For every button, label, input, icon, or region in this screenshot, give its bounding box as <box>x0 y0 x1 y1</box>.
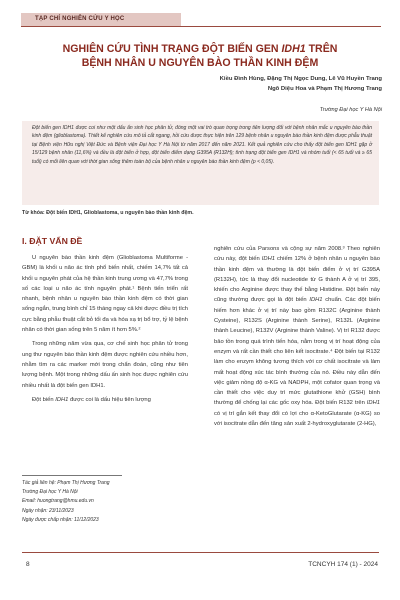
footnote-institution: Trường Đại học Y Hà Nội <box>22 489 78 496</box>
right-gene-3: IDH1 <box>366 400 380 407</box>
correspondence-footnote <box>22 479 192 525</box>
footnote-received: Ngày nhận: 23/11/2023 <box>22 507 74 514</box>
right-text-a: nghiên cứu của Parsons và cộng sự năm 2008.³ Theo nghiên cứu này, đột biến <box>214 246 380 263</box>
right-paragraph-1 <box>214 244 380 429</box>
p3-gene: IDH1 <box>55 396 69 403</box>
footnote-accepted: Ngày được chấp nhận: 11/12/2023 <box>22 516 99 523</box>
p3-text-b: được coi là dấu hiệu tiên lượng <box>68 396 151 403</box>
footnote-rule <box>22 475 122 476</box>
right-gene-2: IDH1 <box>309 297 323 304</box>
author-line-2: Ngô Diệu Hoa và Phạm Thị Hương Trang <box>267 86 382 92</box>
abstract-text: Đột biến gen IDH1 được coi như một dấu ấn sinh học phân tử, đóng một vai trò quan trọng trong tiên lượng đối với bệnh nhân mắc u nguyên bào thần kinh đệm (glioblastoma). Thiết kế nghiên cứu mô tả cắt ngang, hồi cứu được thực hiện trên 129 bệnh nhân u nguyên bào thần kinh đệm được phẫu thuật tại Bệnh viện Hữu nghị Việt Đức và Bệnh viện Đại học Y Hà Nội từ năm 2017 đến năm 2021. Kết quả nghiên cứu cho thấy đột biến gen IDH1 gặp ở 15/129 bệnh nhân (11,6%) và đều là đột biến ở hợp, đột biến điểm dạng G395A (R132H); tình trạng đột biến gen IDH1 và nhóm tuổi (< 65 tuổi và ≥ 65 tuổi) có mối liên quan với thời gian sống thêm toàn bộ của bệnh nhân u nguyên bào thần kinh đệm (p < 0,05). <box>32 125 372 165</box>
keywords: Từ khóa: Đột biến IDH1, Glioblastoma, u nguyên bào thần kinh đệm. <box>22 210 194 216</box>
author-line-1: Kiều Đình Hùng, Đặng Thị Ngọc Dung, Lê Vũ Huyền Trang <box>219 76 382 82</box>
journal-header-tab: TẠP CHÍ NGHIÊN CỨU Y HỌC <box>21 13 181 26</box>
footnote-email: Email: huongtrang@hmu.edu.vn <box>22 498 94 505</box>
journal-citation: TCNCYH 174 (1) - 2024 <box>308 561 378 568</box>
header-rule <box>21 26 381 27</box>
left-column <box>22 253 188 409</box>
page-number: 8 <box>26 561 30 568</box>
affiliation: Trường Đại học Y Hà Nội <box>319 107 382 113</box>
right-text-c: chuẩn. Các đột biến hiếm hơn khác ở vị trí này bao gồm R132C (Arginine thành Cysteine), R132S (Arginine thành Serine), R132L (Arginine thành Leucine), R132V (Arginine thành Valine). Vị trí R132 được bảo tồn trong quá trình tiến hóa, nằm trong vị trí hoạt động của enzym và rất cần thiết cho liên kết isocitrate.⁴ Đột biến tại R132 làm cho enzym không tương thích với cơ chất isocitrate và làm mất hoạt động xúc tác bình thường của nó. Điều này dẫn đến việc giảm nồng độ α-KG và NADPH, một cofator quan trọng và cần thiết cho việc duy trì mức glutathione khử (GSH) bình thường để chống lại các gốc oxy hóa. Đột biến R132 trên <box>214 297 380 407</box>
title-line1-part3: TRÊN <box>305 43 338 55</box>
left-paragraph-2: Trong những năm vừa qua, cơ chế sinh học phân tử trong ung thư nguyên bào thần kinh đệm được nghiên cứu nhiều hơn, nhằm tìm ra các marker mới trong chẩn đoán, cũng như tiên lượng bệnh. Một trong những dấu ấn sinh học được nghiên cứu nhiều nhất là đột biến gen IDH1. <box>22 341 188 389</box>
title-gene-name: IDH1 <box>281 43 306 55</box>
left-paragraph-1: U nguyên bào thần kinh đệm (Glioblastoma Multiforme - GBM) là khối u não ác tính phổ biến nhất, chiếm 14,7% tất cả khối u nguyên phát của hệ thần kinh trung ương và 47,7% trong số các loại u não ác tính nguyên phát.¹ Bệnh tiến triển rất nhanh, bệnh nhân u nguyên bào thần kinh đệm có thời gian sống ngắn, trung bình chỉ 15 tháng ngay cả khi được điều trị tích cực bằng phẫu thuật cắt bỏ tối đa và hóa xạ trị bổ trợ, tỷ lệ bệnh nhân có thời gian sống trên 5 năm ít hơn 5%.² <box>22 255 188 334</box>
footnote-author: Tác giả liên hệ: Phạm Thị Hương Trang <box>22 480 110 486</box>
footer-rule <box>22 552 379 553</box>
right-gene-1: IDH1 <box>261 256 275 263</box>
author-list <box>132 74 382 94</box>
left-paragraph-3 <box>22 395 188 405</box>
title-line2: BỆNH NHÂN U NGUYÊN BÀO THẦN KINH ĐỆM <box>81 57 319 69</box>
p3-text-a: Đột biến <box>32 396 56 403</box>
right-text-d: có vị trí gắn kết thay đổi có lợi cho α-KetoGlutarate (α-KG) so với isocitrate dẫn đến tăng sản xuất 2-hydroxyglutarate (2-HG), <box>214 410 380 428</box>
title-line1-part1: NGHIÊN CỨU TÌNH TRẠNG ĐỘT BIẾN GEN <box>62 43 282 55</box>
section-heading: I. ĐẶT VẤN ĐỀ <box>22 236 83 246</box>
article-title <box>30 42 370 70</box>
right-text-b: chiếm 12% ở bệnh nhân u nguyên bào thần kinh đệm và thường là đột biến điểm ở vị trí G395A (R132H), tức là thay đổi nucleotide từ G thành A ở vị trí 395, khiến cho Arginine được thay thế bằng Histidine. Đột biến này cũng thường được gọi là đột biến <box>214 256 380 304</box>
right-column <box>214 244 380 433</box>
